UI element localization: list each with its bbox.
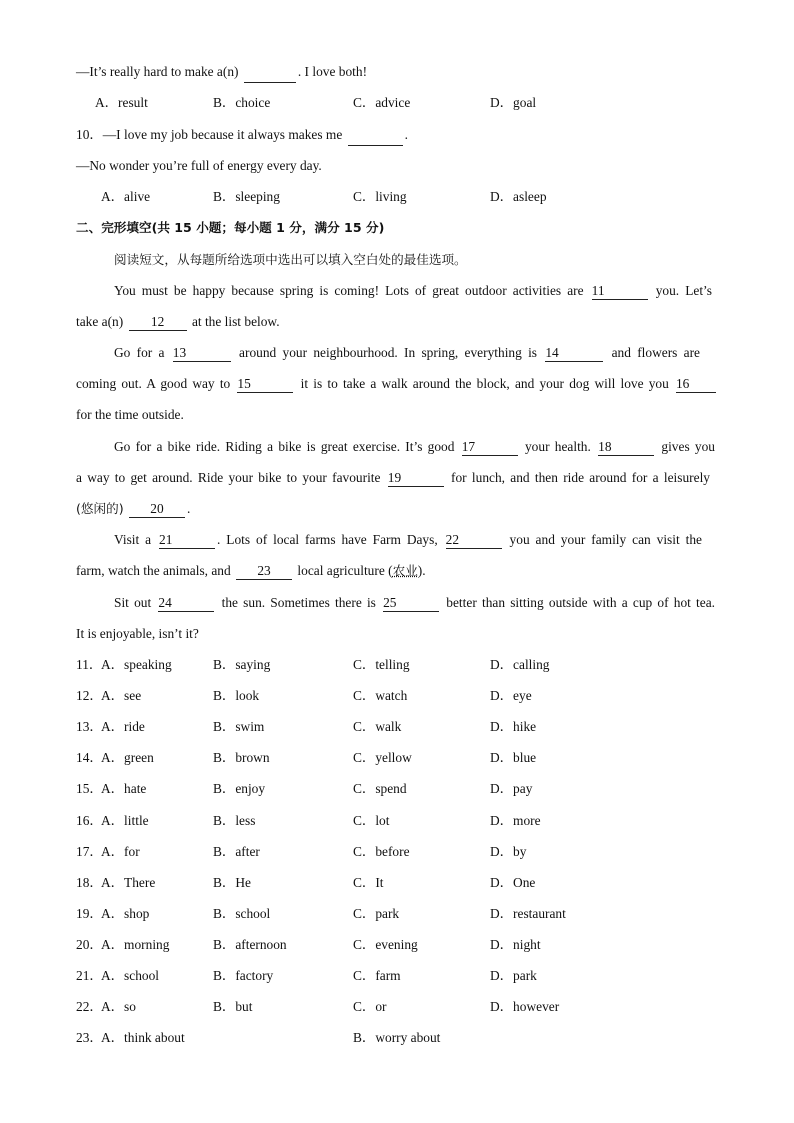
- question-option[interactable]: A．There: [101, 875, 156, 890]
- blank-15: 15: [237, 376, 293, 393]
- question-number: 15．: [76, 781, 103, 796]
- question-option[interactable]: C．telling: [353, 657, 410, 672]
- question-option[interactable]: B．worry about: [353, 1030, 441, 1045]
- question-option[interactable]: A．so: [101, 999, 136, 1014]
- question-option[interactable]: A．for: [101, 844, 140, 859]
- q9-option-a[interactable]: A．result: [95, 95, 148, 110]
- question-number: 14．: [76, 750, 103, 765]
- blank-12: 12: [129, 314, 187, 331]
- question-number: 16．: [76, 813, 103, 828]
- question-option[interactable]: D．more: [490, 813, 541, 828]
- question-option[interactable]: B．swim: [213, 719, 265, 734]
- passage-text: the sun. Sometimes there is: [221, 595, 376, 610]
- passage-text: You must be happy because spring is coming! Lots of great outdoor activities are: [114, 283, 584, 298]
- passage-text: . Lots of local farms have Farm Days,: [217, 532, 438, 547]
- question-number: 11．: [76, 657, 103, 672]
- passage-text: .: [186, 501, 191, 516]
- passage-text: Go for a bike ride. Riding a bike is great exercise. It’s good: [114, 439, 455, 454]
- passage-text: 农业: [392, 563, 418, 578]
- passage-p1-line2: [76, 312, 280, 332]
- passage-text: and flowers are: [611, 345, 700, 360]
- question-option[interactable]: B．look: [213, 688, 260, 703]
- question-option[interactable]: C．lot: [353, 813, 390, 828]
- q10-option-b[interactable]: B．sleeping: [213, 189, 280, 204]
- question-option[interactable]: A．green: [101, 750, 154, 765]
- blank-14: 14: [545, 345, 603, 362]
- q9-text: —It’s really hard to make a(n): [76, 64, 239, 79]
- section-instruction: 阅读短文，从每题所给选项中选出可以填入空白处的最佳选项。: [114, 252, 467, 267]
- passage-text: a way to get around. Ride your bike to your favourite: [76, 470, 381, 485]
- blank-19: 19: [388, 470, 444, 487]
- question-option[interactable]: C．before: [353, 844, 410, 859]
- blank-23: 23: [236, 563, 292, 580]
- blank-25: 25: [383, 595, 439, 612]
- passage-p5-line1: [114, 593, 715, 613]
- question-option[interactable]: C．spend: [353, 781, 407, 796]
- q9-line: [76, 62, 367, 83]
- q10-text-end: .: [404, 127, 408, 142]
- passage-text: you and your family can visit the: [509, 532, 702, 547]
- passage-text: ).: [417, 563, 426, 578]
- q10-line2: —No wonder you’re full of energy every day.: [76, 158, 322, 173]
- question-option[interactable]: B．brown: [213, 750, 270, 765]
- blank-21: 21: [159, 532, 215, 549]
- passage-text: (悠闲的): [76, 501, 124, 516]
- q9-blank: [244, 62, 296, 83]
- question-option[interactable]: D．pay: [490, 781, 533, 796]
- question-option[interactable]: C．or: [353, 999, 387, 1014]
- question-number: 20．: [76, 937, 103, 952]
- question-option[interactable]: B．less: [213, 813, 256, 828]
- question-option[interactable]: D．however: [490, 999, 560, 1014]
- passage-text: it is to take a walk around the block, and your dog will love you: [300, 376, 669, 391]
- question-option[interactable]: D．blue: [490, 750, 537, 765]
- passage-text: you. Let’s: [655, 283, 712, 298]
- passage-p4-line1: [114, 530, 702, 550]
- question-option[interactable]: B．afternoon: [213, 937, 287, 952]
- question-option[interactable]: C．evening: [353, 937, 418, 952]
- blank-11: 11: [592, 283, 648, 300]
- question-option[interactable]: A．speaking: [101, 657, 172, 672]
- question-option[interactable]: A．think about: [101, 1030, 185, 1045]
- question-option[interactable]: D．by: [490, 844, 527, 859]
- blank-13: 13: [173, 345, 231, 362]
- question-option[interactable]: C．It: [353, 875, 384, 890]
- question-option[interactable]: B．school: [213, 906, 271, 921]
- blank-22: 22: [446, 532, 502, 549]
- passage-text: your health.: [524, 439, 591, 454]
- question-option[interactable]: A．little: [101, 813, 149, 828]
- question-option[interactable]: A．morning: [101, 937, 170, 952]
- q10-option-c[interactable]: C．living: [353, 189, 407, 204]
- blank-20: 20: [129, 501, 185, 518]
- blank-17: 17: [462, 439, 518, 456]
- passage-text: take a(n): [76, 314, 124, 329]
- question-option[interactable]: A．see: [101, 688, 142, 703]
- q10-line: [76, 125, 408, 146]
- question-option[interactable]: A．ride: [101, 719, 145, 734]
- q9-option-c[interactable]: C．advice: [353, 95, 411, 110]
- passage-text: for lunch, and then ride around for a leisurely: [451, 470, 710, 485]
- question-option[interactable]: B．saying: [213, 657, 271, 672]
- passage-text: coming out. A good way to: [76, 376, 231, 391]
- passage-p3-line2: [76, 468, 710, 488]
- q9-option-b[interactable]: B．choice: [213, 95, 271, 110]
- question-number: 19．: [76, 906, 103, 921]
- q10-text: 10．—I love my job because it always makes me: [76, 127, 343, 142]
- question-option[interactable]: D．restaurant: [490, 906, 566, 921]
- passage-text: gives you: [661, 439, 715, 454]
- passage-p3-line3: [76, 499, 190, 519]
- question-number: 18．: [76, 875, 103, 890]
- question-option[interactable]: B．He: [213, 875, 251, 890]
- question-number: 13．: [76, 719, 103, 734]
- question-option[interactable]: A．shop: [101, 906, 150, 921]
- question-number: 17．: [76, 844, 103, 859]
- question-option[interactable]: B．but: [213, 999, 253, 1014]
- question-option[interactable]: D．eye: [490, 688, 532, 703]
- question-number: 12．: [76, 688, 103, 703]
- q10-option-d[interactable]: D．asleep: [490, 189, 547, 204]
- question-option[interactable]: A．school: [101, 968, 160, 983]
- passage-p2-line1: [114, 343, 700, 363]
- question-number: 22．: [76, 999, 103, 1014]
- passage-text: at the list below.: [191, 314, 280, 329]
- blank-18: 18: [598, 439, 654, 456]
- question-option[interactable]: C．farm: [353, 968, 401, 983]
- question-option[interactable]: B．enjoy: [213, 781, 266, 796]
- q9-text-end: . I love both!: [297, 64, 368, 79]
- question-option[interactable]: D．night: [490, 937, 541, 952]
- passage-text: around your neighbourhood. In spring, everything is: [239, 345, 538, 360]
- question-number: 23．: [76, 1030, 103, 1045]
- q10-option-a[interactable]: A．alive: [101, 189, 151, 204]
- passage-p4-line2: [76, 561, 426, 581]
- question-option[interactable]: D．calling: [490, 657, 550, 672]
- passage-p1-line1: [114, 281, 712, 301]
- passage-text: Visit a: [114, 532, 152, 547]
- section-header: 二、完形填空(共 15 小题；每小题 1 分，满分 15 分): [76, 220, 385, 235]
- passage-p2-line2: [76, 374, 718, 394]
- blank-16: 16: [676, 376, 716, 393]
- question-option[interactable]: C．watch: [353, 688, 408, 703]
- question-number: 21．: [76, 968, 103, 983]
- passage-p3-line1: [114, 437, 715, 457]
- passage-text: better than sitting outside with a cup of hot tea.: [446, 595, 716, 610]
- question-option[interactable]: D．hike: [490, 719, 537, 734]
- question-option[interactable]: B．factory: [213, 968, 274, 983]
- q9-option-d[interactable]: D．goal: [490, 95, 537, 110]
- question-option[interactable]: D．park: [490, 968, 537, 983]
- blank-24: 24: [158, 595, 214, 612]
- passage-text: Go for a: [114, 345, 165, 360]
- question-option[interactable]: C．yellow: [353, 750, 412, 765]
- question-option[interactable]: D．One: [490, 875, 536, 890]
- passage-text: local agriculture (: [297, 563, 393, 578]
- passage-text: farm, watch the animals, and: [76, 563, 231, 578]
- question-option[interactable]: B．after: [213, 844, 260, 859]
- passage-text: Sit out: [114, 595, 152, 610]
- q10-blank: [348, 125, 403, 146]
- question-option[interactable]: C．walk: [353, 719, 402, 734]
- passage-p2-line3: for the time outside.: [76, 407, 184, 422]
- passage-p5-line2: It is enjoyable, isn’t it?: [76, 626, 199, 641]
- question-option[interactable]: A．hate: [101, 781, 147, 796]
- question-option[interactable]: C．park: [353, 906, 400, 921]
